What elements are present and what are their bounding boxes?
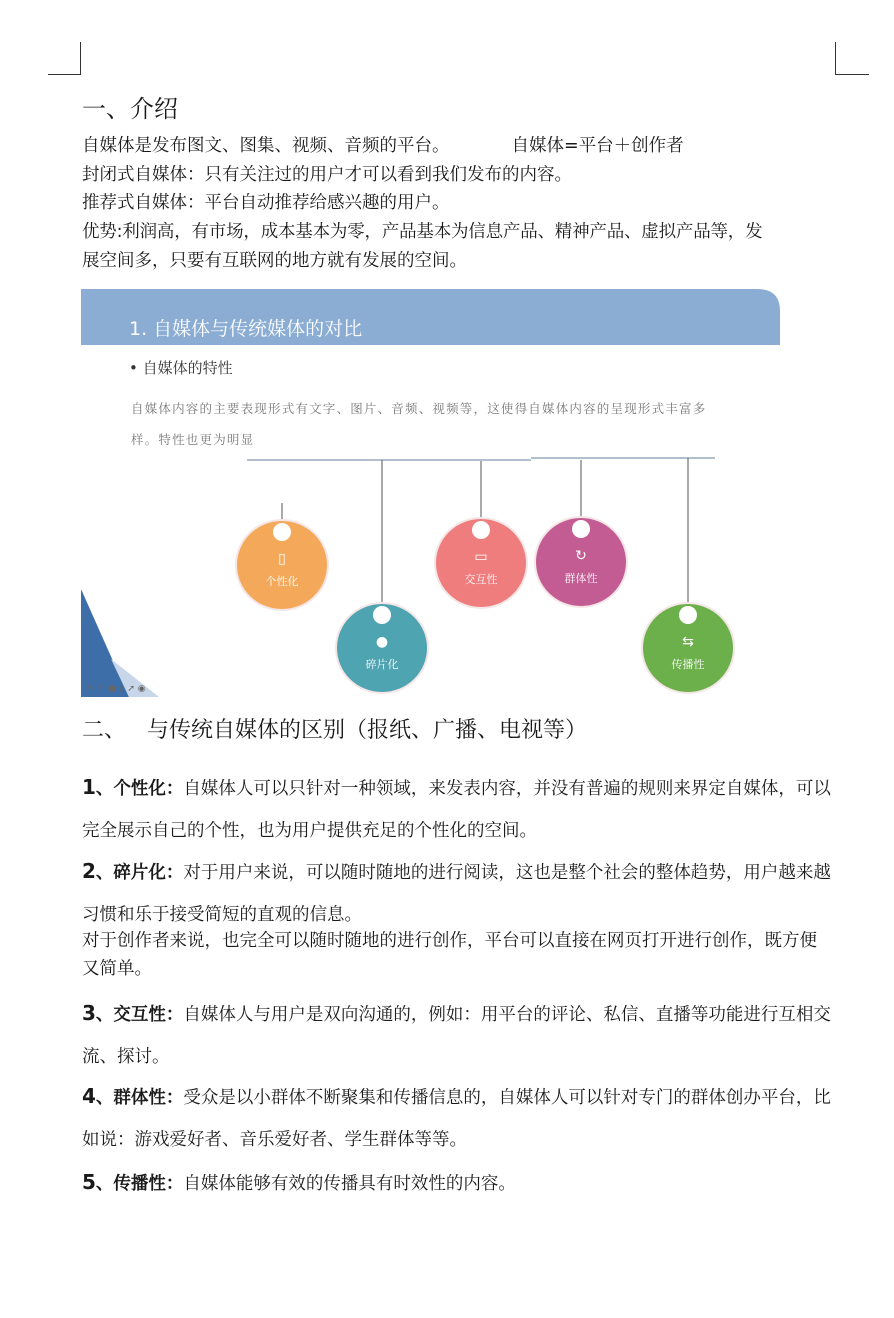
tag-refresh — [535, 460, 627, 607]
tag-label: 交互性 — [464, 573, 498, 586]
text: 自媒体是发布图文、图集、视频、音频的平台。 — [82, 136, 450, 156]
paragraph: 推荐式自媒体：平台自动推荐给感兴趣的用户。 — [82, 193, 450, 213]
tag-label: 个性化 — [265, 575, 299, 588]
page-corner-mark — [835, 42, 869, 75]
list-item: 4、群体性：受众是以小群体不断聚集和传播信息的，自媒体人可以针对专门的群体创办平台，比如说：游戏爱好者、音乐爱好者、学生群体等等。 — [82, 1084, 831, 1150]
slide-title: 1. 自媒体与传统媒体的对比 — [129, 318, 363, 340]
globe-icon: ● — [375, 634, 389, 650]
tag-globe — [336, 460, 428, 693]
paragraph — [82, 132, 684, 161]
tag-phone — [236, 503, 328, 610]
list-item: 1、个性化：自媒体人可以只针对一种领域，来发表内容，并没有普遍的规则来界定自媒体，可以完全展示自己的个性，也为用户提供充足的个性化的空间。 — [82, 775, 831, 841]
section-heading-intro: 一、介绍 — [82, 95, 178, 123]
list-item: 5、传播性：自媒体能够有效的传播具有时效性的内容。 — [82, 1170, 516, 1194]
signpost-icon: ⇆ — [682, 634, 694, 650]
toolbar-icons: ✎ ◠ ● ⌂ ➚ ◉ — [87, 684, 146, 694]
phone-icon: ▯ — [278, 551, 286, 567]
tag-label: 传播性 — [671, 658, 705, 671]
slide-desc: 自媒体内容的主要表现形式有文字、图片、音频、视频等，这使得自媒体内容的呈现形式丰富多 — [131, 401, 707, 416]
tag-label: 碎片化 — [365, 658, 399, 671]
text: 自媒体=平台＋创作者 — [511, 136, 684, 156]
embedded-slide-image — [81, 289, 780, 697]
refresh-icon: ↻ — [575, 548, 587, 564]
monitor-icon: ▭ — [474, 549, 488, 565]
slide-bullet: • 自媒体的特性 — [129, 359, 233, 377]
list-item-extra: 对于创作者来说，也完全可以随时随地的进行创作，平台可以直接在网页打开进行创作，既方便又简单。 — [82, 931, 817, 979]
tag-label: 群体性 — [564, 572, 598, 585]
slide-desc: 样。特性也更为明显 — [131, 432, 255, 447]
tag-signpost — [642, 458, 734, 693]
paragraph: 优势:利润高，有市场，成本基本为零，产品基本为信息产品、精神产品、虚拟产品等，发 — [82, 222, 763, 242]
page-corner-mark — [48, 42, 81, 75]
list-item: 2、碎片化：对于用户来说，可以随时随地的进行阅读，这也是整个社会的整体趋势，用户越来越习惯和乐于接受简短的直观的信息。 — [82, 859, 831, 925]
paragraph: 封闭式自媒体：只有关注过的用户才可以看到我们发布的内容。 — [82, 165, 572, 185]
paragraph: 展空间多，只要有互联网的地方就有发展的空间。 — [82, 251, 467, 271]
tag-monitor — [435, 461, 527, 608]
list-item: 3、交互性：自媒体人与用户是双向沟通的，例如：用平台的评论、私信、直播等功能进行互相交流、探讨。 — [82, 1001, 831, 1067]
section-heading-difference: 二、 与传统自媒体的区别（报纸、广播、电视等） — [82, 718, 587, 743]
